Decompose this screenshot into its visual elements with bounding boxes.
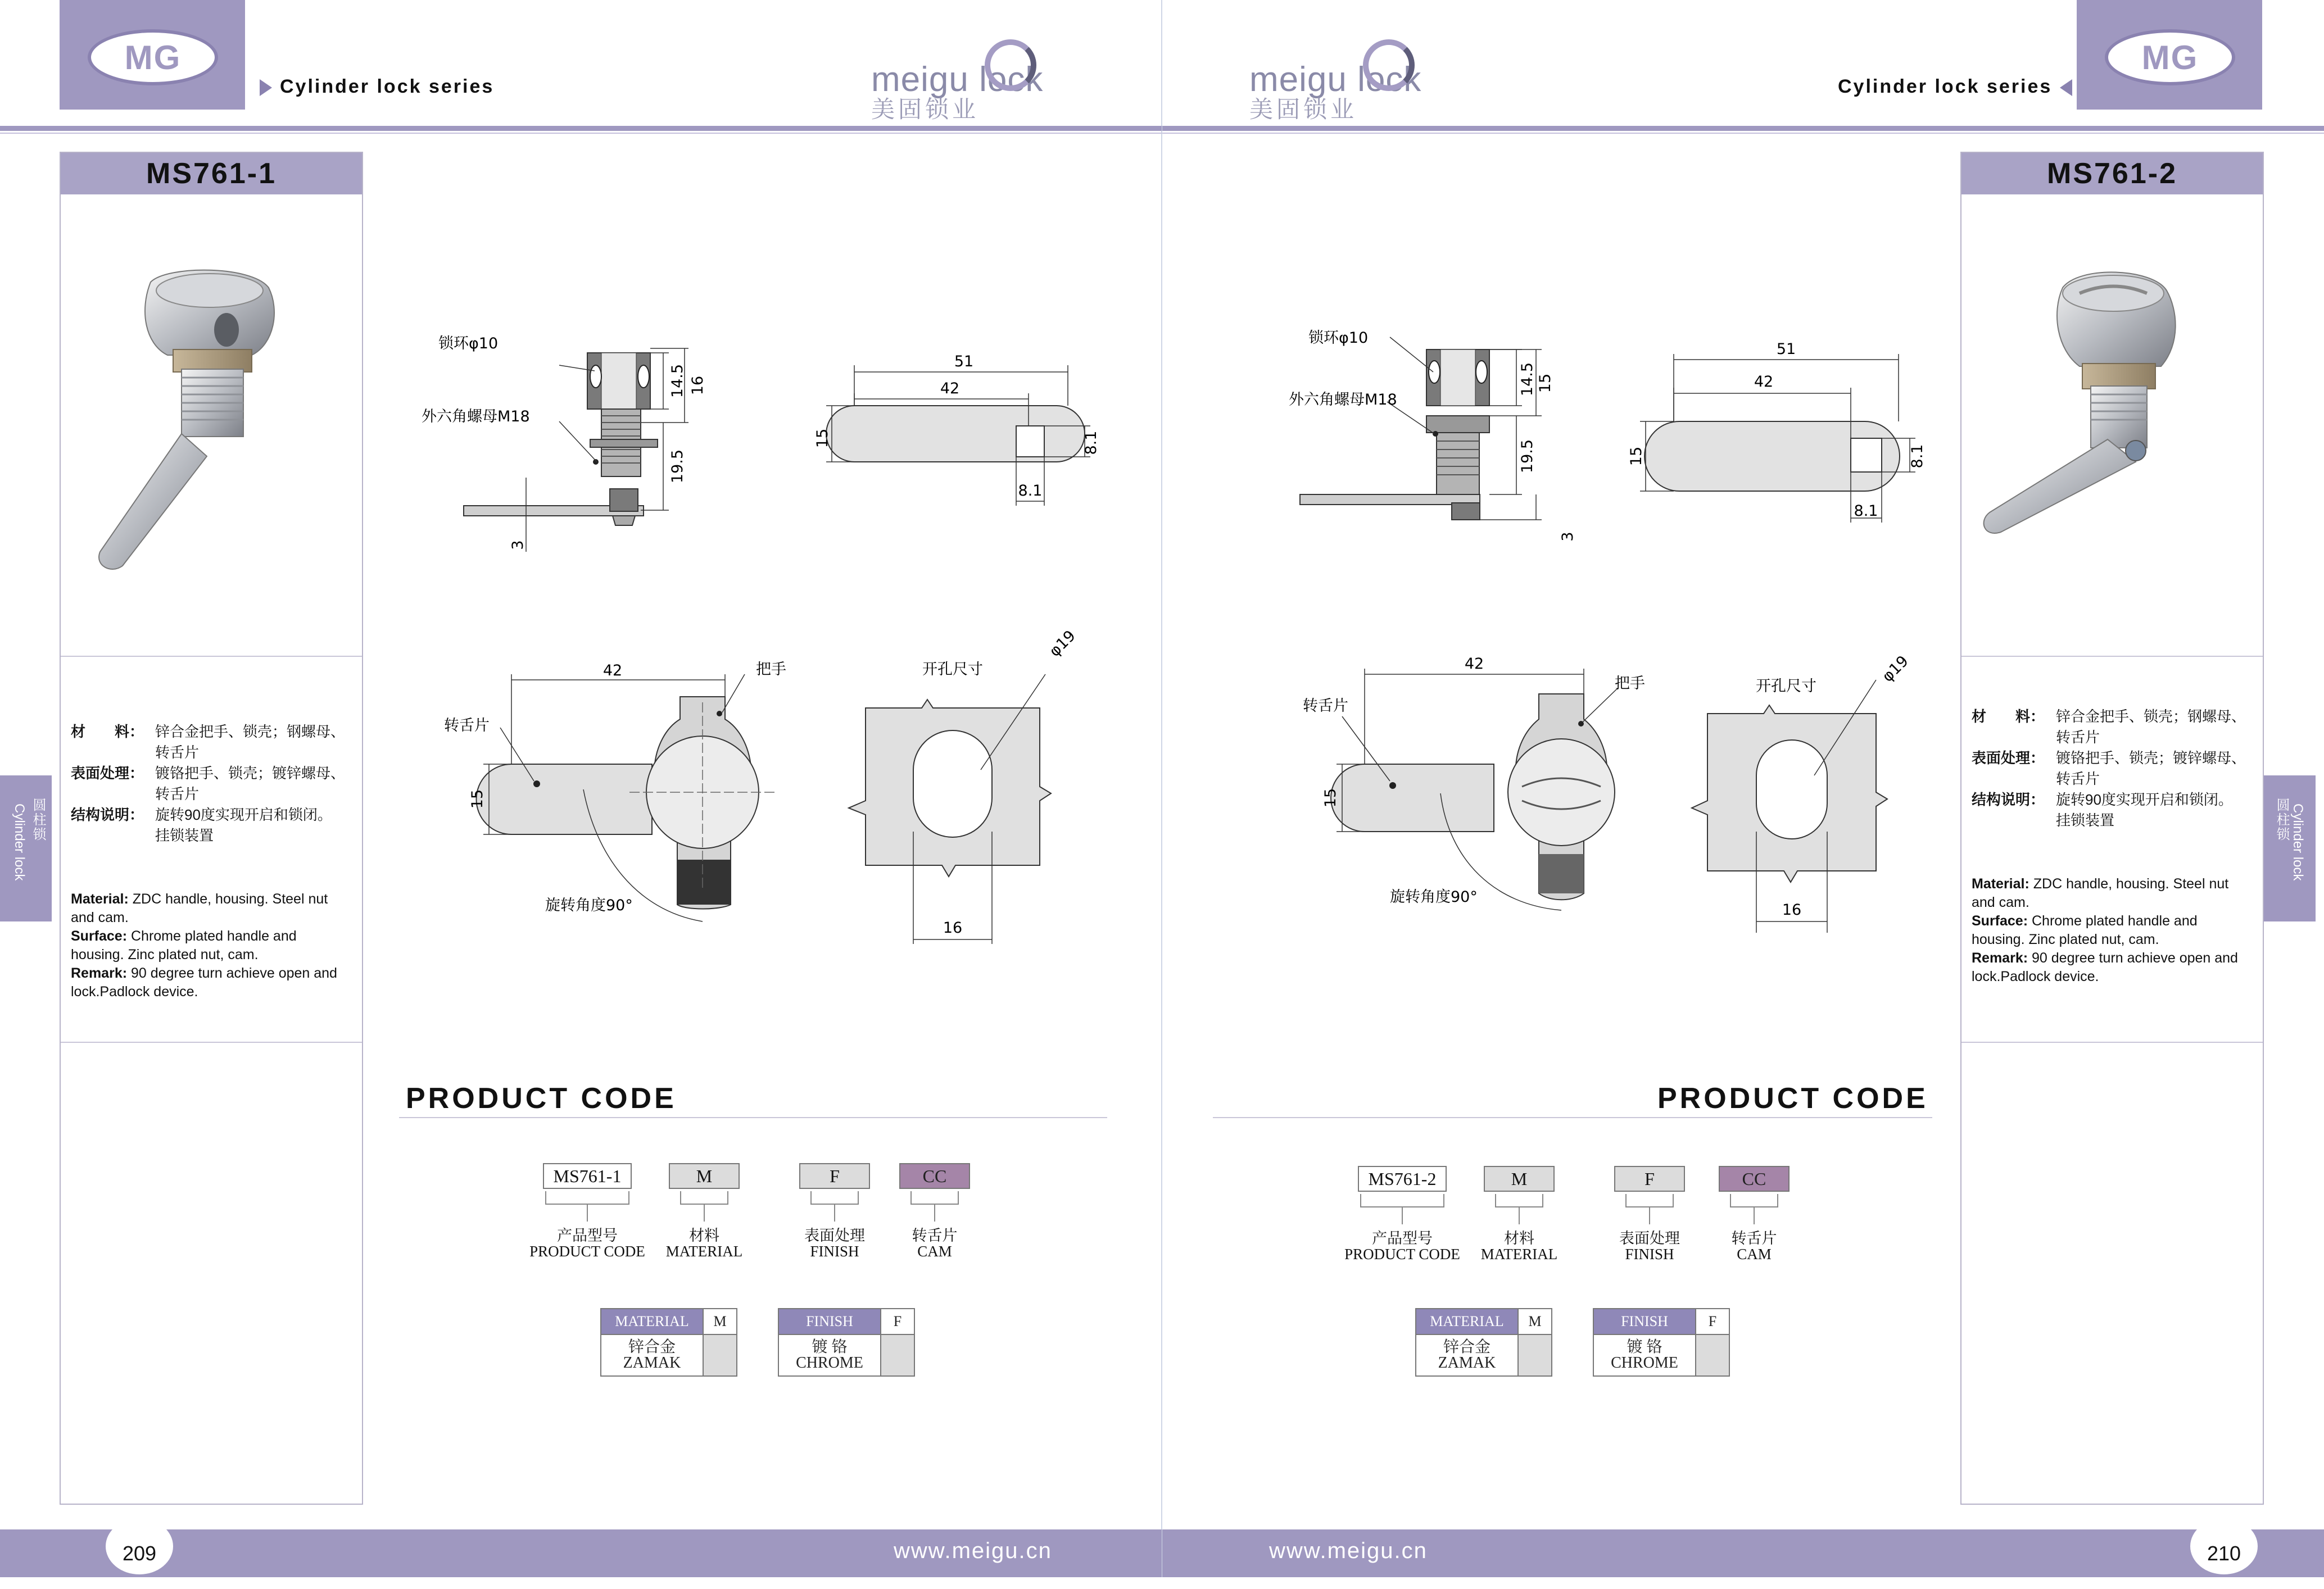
finish-en: CHROME [1611, 1354, 1678, 1372]
dim-phi19: φ19 [1879, 652, 1912, 685]
product-photo-ms761-1 [66, 215, 359, 647]
spec-key: 材 料： [71, 723, 144, 740]
code-label-material [652, 1228, 756, 1259]
label-rotation: 旋转角度90° [545, 897, 633, 914]
label-en: FINISH [810, 1243, 859, 1260]
label-cn: 转舌片 [1731, 1230, 1777, 1247]
label-en: CAM [917, 1243, 952, 1260]
spec-value: 90 degree turn achieve open and lock.Padlock device. [1972, 950, 2238, 984]
panel-divider [1961, 1042, 2263, 1043]
code-finish-box: F [1614, 1166, 1685, 1192]
mg-badge [2077, 0, 2262, 110]
side-tab-en: Cylinder lock [12, 803, 27, 881]
spec-value-cont: 转舌片 [155, 786, 200, 802]
side-view-drawing [416, 315, 708, 562]
spec-value: Chrome plated handle and housing. Zinc plated nut, cam. [71, 928, 297, 963]
spec-key: 结构说明： [71, 806, 144, 823]
spec-key: Material: [1972, 876, 2029, 892]
brand-chinese: 美固锁业 [871, 96, 980, 122]
cutout-drawing [1685, 641, 1910, 933]
dim-16: 16 [689, 375, 706, 396]
spec-en-block [1972, 875, 2253, 986]
spec-key: 表面处理： [1972, 750, 2045, 766]
dim-15: 15 [469, 789, 486, 809]
label-en: CAM [1737, 1246, 1772, 1263]
spec-key: Surface: [1972, 913, 2028, 929]
header-rule-thin [1162, 133, 2324, 134]
code-bracket [810, 1191, 859, 1205]
page-number: 209 [106, 1518, 173, 1574]
finish-table-header: FINISH [1594, 1309, 1695, 1334]
mg-badge [60, 0, 245, 110]
code-bracket [680, 1191, 728, 1205]
code-bracket-stem [1649, 1207, 1650, 1224]
spec-cn-remark [71, 805, 345, 825]
brand-wordmark: meigu lock [1249, 60, 1422, 99]
label-rotation: 旋转角度90° [1390, 888, 1478, 906]
finish-table-swatch [880, 1334, 914, 1375]
finish-cn: 镀 铬 [812, 1338, 848, 1356]
spec-value: ZDC handle, housing. Steel nut and cam. [71, 891, 328, 925]
code-label-product [1343, 1231, 1461, 1262]
code-bracket-stem [587, 1205, 588, 1222]
label-cn: 转舌片 [912, 1227, 958, 1244]
arrow-left-icon [2060, 79, 2072, 96]
finish-table [1593, 1308, 1730, 1377]
front-view-drawing [1258, 646, 1645, 927]
code-label-material [1467, 1231, 1571, 1262]
code-label-cam [1702, 1231, 1806, 1262]
product-panel-ms761-2 [1960, 152, 2264, 1505]
dim-42: 42 [940, 380, 960, 397]
material-table-code: M [703, 1309, 736, 1334]
label-cutout-size: 开孔尺寸 [922, 661, 983, 678]
dim-14-5: 14.5 [669, 364, 686, 398]
spec-key: Material: [71, 891, 129, 907]
spec-en-remark [71, 964, 352, 1001]
panel-divider [61, 656, 362, 657]
product-code-rule [1213, 1117, 1932, 1118]
material-table [1415, 1308, 1552, 1377]
spec-value-cont: 挂锁装置 [155, 827, 214, 844]
spec-value-cont: 转舌片 [2056, 729, 2100, 746]
code-model-box: MS761-2 [1358, 1166, 1447, 1192]
label-cn: 材料 [689, 1227, 719, 1244]
code-cam-box: CC [1719, 1166, 1790, 1192]
dim-19-5: 19.5 [1519, 439, 1536, 474]
header-rule [0, 126, 1162, 131]
dim-15: 15 [1628, 446, 1645, 466]
mg-logo-text: MG [124, 38, 182, 76]
page-number: 210 [2190, 1518, 2258, 1574]
spec-key: Remark: [71, 965, 128, 981]
code-bracket-stem [1519, 1207, 1520, 1224]
front-view-drawing [438, 646, 787, 938]
spec-key: 材 料： [1972, 708, 2045, 725]
label-cn: 材料 [1504, 1230, 1534, 1247]
dim-15: 15 [814, 428, 831, 448]
spec-value: 旋转90度实现开启和锁闭。 [155, 806, 332, 823]
label-en: PRODUCT CODE [1344, 1246, 1460, 1263]
dim-3: 3 [1559, 532, 1576, 542]
series-label: Cylinder lock series [1838, 76, 2053, 97]
spec-cn-surface [1972, 748, 2246, 769]
dim-19-5: 19.5 [669, 449, 686, 484]
lock-ring-logo-icon [985, 39, 1036, 91]
finish-table-swatch [1695, 1334, 1729, 1375]
code-label-cam [882, 1228, 987, 1259]
label-lock-ring: 锁环φ10 [438, 335, 499, 352]
label-hex-nut: 外六角螺母M18 [1289, 391, 1397, 408]
spec-cn-block [71, 721, 345, 846]
finish-table-code: F [880, 1309, 914, 1334]
code-material-box: M [1484, 1166, 1555, 1192]
label-cn: 表面处理 [804, 1227, 865, 1244]
code-label-finish [1597, 1231, 1702, 1262]
code-bracket [1730, 1194, 1778, 1207]
series-heading [1838, 76, 2072, 98]
panel-divider [61, 1042, 362, 1043]
finish-table-body [1594, 1334, 1695, 1375]
spec-value: 镀铬把手、锁壳；镀锌螺母、 [155, 765, 346, 782]
dim-phi19: φ19 [1046, 627, 1079, 660]
product-panel-ms761-1 [60, 152, 363, 1505]
spec-key: 结构说明： [1972, 791, 2045, 808]
right-page [1162, 0, 2324, 1577]
material-table-swatch [1517, 1334, 1551, 1375]
spec-value: 锌合金把手、锁壳；钢螺母、 [2056, 708, 2246, 725]
spec-en-remark [1972, 949, 2253, 986]
brand-wordmark: meigu lock [871, 60, 1044, 99]
header-rule-thin [0, 133, 1162, 134]
material-en: ZAMAK [623, 1354, 681, 1372]
dim-42: 42 [1754, 373, 1774, 391]
left-page [0, 0, 1162, 1577]
meigu-lock-logo [871, 39, 1073, 122]
code-finish-box: F [799, 1163, 870, 1189]
footer-url[interactable]: www.meigu.cn [1269, 1538, 1428, 1563]
cam-view-drawing [1629, 337, 1944, 523]
cutout-drawing [843, 627, 1079, 944]
label-cam-tongue: 转舌片 [444, 717, 490, 734]
side-tab [0, 775, 52, 921]
label-cn: 产品型号 [557, 1227, 618, 1244]
series-label: Cylinder lock series [280, 76, 495, 97]
code-label-product [528, 1228, 646, 1259]
spec-en-block [71, 890, 352, 1001]
mg-logo-text: MG [2141, 38, 2199, 76]
model-title: MS761-2 [1961, 153, 2263, 194]
label-lock-ring: 锁环φ10 [1308, 329, 1369, 347]
material-table-body [1416, 1334, 1517, 1375]
material-en: ZAMAK [1438, 1354, 1496, 1372]
code-bracket [1625, 1194, 1674, 1207]
product-code-rule [399, 1117, 1107, 1118]
dim-3: 3 [509, 540, 527, 550]
code-cam-box: CC [899, 1163, 970, 1189]
code-bracket [545, 1191, 629, 1205]
dim-8-1: 8.1 [1854, 502, 1878, 520]
label-cutout-size: 开孔尺寸 [1756, 678, 1816, 695]
spec-key: Surface: [71, 928, 128, 944]
label-cn: 产品型号 [1372, 1230, 1433, 1247]
panel-divider [1961, 656, 2263, 657]
label-cam-tongue: 转舌片 [1303, 697, 1348, 715]
code-material-box: M [669, 1163, 740, 1189]
spec-key: Remark: [1972, 950, 2028, 966]
code-bracket-stem [934, 1205, 935, 1222]
dim-14-5: 14.5 [1519, 362, 1536, 397]
dim-16-hole: 16 [943, 919, 963, 937]
finish-table-body [779, 1334, 880, 1375]
footer-url[interactable]: www.meigu.cn [894, 1538, 1052, 1563]
material-cn: 锌合金 [628, 1338, 676, 1356]
spec-value-cont: 转舌片 [2056, 770, 2100, 787]
label-hex-nut: 外六角螺母M18 [422, 408, 530, 425]
code-bracket-stem [1402, 1207, 1403, 1224]
material-table-header: MATERIAL [601, 1309, 703, 1334]
spec-value: Chrome plated handle and housing. Zinc plated nut, cam. [1972, 913, 2198, 947]
side-tab [2264, 775, 2316, 921]
side-tab-en: Cylinder lock [2290, 803, 2305, 881]
spec-cn-material [71, 721, 345, 742]
code-bracket [1360, 1194, 1444, 1207]
dim-51: 51 [954, 353, 974, 370]
spec-cn-material [1972, 706, 2246, 727]
code-bracket-stem [704, 1205, 705, 1222]
mg-logo-oval [88, 29, 218, 85]
finish-table-code: F [1695, 1309, 1729, 1334]
model-title: MS761-1 [61, 153, 362, 194]
code-model-box: MS761-1 [543, 1163, 632, 1189]
spec-value: 90 degree turn achieve open and lock.Padlock device. [71, 965, 337, 1000]
dim-42: 42 [602, 662, 623, 679]
code-bracket-stem [1754, 1207, 1755, 1224]
material-table-swatch [703, 1334, 736, 1375]
label-handle: 把手 [1615, 675, 1645, 692]
dim-15: 15 [1537, 373, 1554, 393]
product-code-heading: PRODUCT CODE [1657, 1082, 1928, 1115]
finish-table [778, 1308, 915, 1377]
side-view-drawing [1258, 309, 1606, 556]
spec-en-material [71, 890, 352, 927]
brand-chinese: 美固锁业 [1249, 96, 1358, 122]
code-label-finish [782, 1228, 887, 1259]
lock-ring-logo-icon [1363, 39, 1415, 91]
spec-value: ZDC handle, housing. Steel nut and cam. [1972, 876, 2229, 910]
dim-16-hole: 16 [1782, 901, 1802, 919]
header-rule [1162, 126, 2324, 131]
spec-value-cont: 转舌片 [155, 744, 200, 761]
label-handle: 把手 [756, 661, 786, 678]
dim-15: 15 [1322, 788, 1339, 808]
finish-cn: 镀 铬 [1627, 1338, 1662, 1356]
material-table [600, 1308, 737, 1377]
footer-bar [1162, 1529, 2324, 1577]
side-tab-cn: 圆柱锁 [2274, 798, 2289, 842]
side-tab-cn: 圆柱锁 [30, 798, 46, 842]
spec-cn-block [1972, 706, 2246, 831]
series-heading [260, 76, 494, 98]
product-photo-ms761-2 [1967, 215, 2259, 647]
spec-value: 镀铬把手、锁壳；镀锌螺母、 [2056, 750, 2246, 766]
spec-key: 表面处理： [71, 765, 144, 782]
arrow-right-icon [260, 79, 272, 96]
label-en: FINISH [1625, 1246, 1674, 1263]
label-cn: 表面处理 [1619, 1230, 1680, 1247]
spec-value-cont: 挂锁装置 [2056, 812, 2115, 829]
material-table-code: M [1517, 1309, 1551, 1334]
label-en: PRODUCT CODE [529, 1243, 645, 1260]
meigu-lock-logo [1249, 39, 1452, 122]
code-bracket [1495, 1194, 1543, 1207]
spec-en-material [1972, 875, 2253, 912]
code-bracket [910, 1191, 959, 1205]
dim-42: 42 [1464, 655, 1484, 673]
product-code-heading: PRODUCT CODE [406, 1082, 677, 1115]
cam-view-drawing [804, 343, 1118, 523]
dim-8-1: 8.1 [1018, 482, 1043, 500]
dim-51: 51 [1776, 341, 1796, 358]
label-en: MATERIAL [665, 1243, 743, 1260]
spec-en-surface [1972, 912, 2253, 949]
footer-bar [0, 1529, 1162, 1577]
mg-logo-oval [2105, 29, 2235, 85]
finish-en: CHROME [796, 1354, 863, 1372]
spec-cn-surface [71, 763, 345, 784]
spec-value: 旋转90度实现开启和锁闭。 [2056, 791, 2233, 808]
spec-value: 锌合金把手、锁壳；钢螺母、 [155, 723, 346, 740]
code-bracket-stem [834, 1205, 835, 1222]
label-en: MATERIAL [1480, 1246, 1558, 1263]
material-table-header: MATERIAL [1416, 1309, 1517, 1334]
spec-cn-remark [1972, 789, 2246, 810]
dim-8-1: 8.1 [1909, 444, 1926, 469]
material-cn: 锌合金 [1443, 1338, 1491, 1356]
spec-en-surface [71, 927, 352, 964]
finish-table-header: FINISH [779, 1309, 880, 1334]
material-table-body [601, 1334, 703, 1375]
dim-8-1: 8.1 [1082, 430, 1100, 455]
